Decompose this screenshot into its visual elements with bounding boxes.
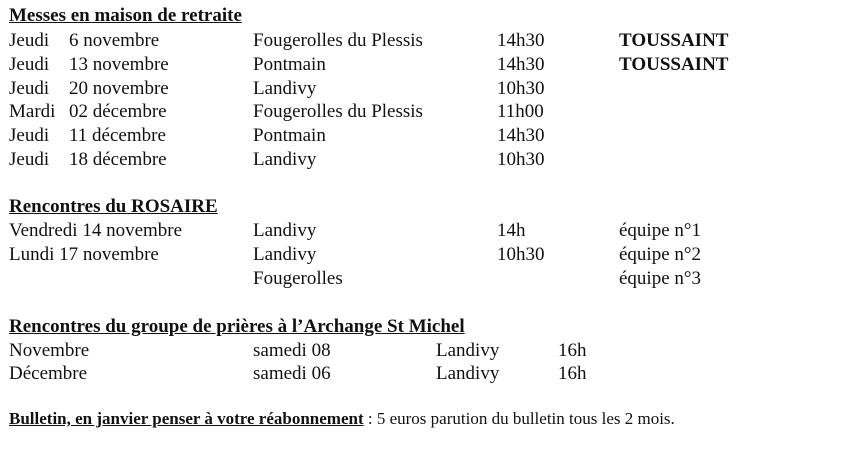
section-title-prieres: Rencontres du groupe de prières à l’Archange St Michel	[9, 316, 465, 337]
messe-place: Pontmain	[253, 125, 326, 146]
messe-place: Landivy	[253, 78, 317, 99]
messe-row	[0, 149, 847, 173]
section-title-rosaire: Rencontres du ROSAIRE	[9, 196, 218, 217]
messe-date: 11 décembre	[69, 125, 166, 146]
messe-place: Fougerolles du Plessis	[253, 101, 423, 122]
bulletin-note	[9, 409, 675, 429]
rosaire-place: Fougerolles	[253, 268, 343, 289]
prieres-time: 16h	[558, 340, 587, 361]
rosaire-team: équipe n°1	[619, 220, 701, 241]
prieres-month: Novembre	[9, 340, 90, 361]
messe-row	[0, 101, 847, 125]
messe-date: 02 décembre	[69, 101, 167, 122]
prieres-date: samedi 08	[253, 340, 331, 361]
rosaire-when: Vendredi 14 novembre	[9, 220, 183, 241]
messe-day: Jeudi	[9, 54, 50, 75]
prieres-row	[0, 340, 847, 364]
messe-day: Jeudi	[9, 149, 50, 170]
messe-row	[0, 125, 847, 149]
messe-row	[0, 30, 847, 54]
messe-time: 14h30	[497, 30, 545, 51]
prieres-time: 16h	[558, 363, 587, 384]
rosaire-row	[0, 220, 847, 244]
messe-day: Jeudi	[9, 125, 50, 146]
prieres-month: Décembre	[9, 363, 88, 384]
messe-place: Fougerolles du Plessis	[253, 30, 423, 51]
rosaire-team: équipe n°2	[619, 244, 701, 265]
rosaire-row	[0, 268, 847, 292]
messe-place: Pontmain	[253, 54, 326, 75]
messe-date: 20 novembre	[69, 78, 169, 99]
rosaire-place: Landivy	[253, 220, 317, 241]
messe-day: Jeudi	[9, 78, 50, 99]
section-title-messes: Messes en maison de retraite	[9, 5, 242, 26]
messe-day: Jeudi	[9, 30, 50, 51]
prieres-row	[0, 363, 847, 387]
prieres-date: samedi 06	[253, 363, 331, 384]
messe-time: 10h30	[497, 78, 545, 99]
messe-row	[0, 78, 847, 102]
messe-date: 13 novembre	[69, 54, 169, 75]
bulletin-rest: : 5 euros parution du bulletin tous les 2 mois.	[363, 409, 675, 428]
messe-note: TOUSSAINT	[619, 30, 729, 51]
messe-place: Landivy	[253, 149, 317, 170]
rosaire-time: 10h30	[497, 244, 545, 265]
messe-row	[0, 54, 847, 78]
messe-note: TOUSSAINT	[619, 54, 729, 75]
bulletin-lead: Bulletin, en janvier penser à votre réabonnement	[9, 409, 364, 428]
messe-date: 6 novembre	[69, 30, 160, 51]
rosaire-when: Lundi 17 novembre	[9, 244, 159, 265]
messe-time: 11h00	[497, 101, 544, 122]
rosaire-place: Landivy	[253, 244, 317, 265]
rosaire-time: 14h	[497, 220, 526, 241]
messe-date: 18 décembre	[69, 149, 167, 170]
messe-time: 14h30	[497, 125, 545, 146]
messe-time: 10h30	[497, 149, 545, 170]
rosaire-team: équipe n°3	[619, 268, 701, 289]
messe-time: 14h30	[497, 54, 545, 75]
messe-day: Mardi	[9, 101, 56, 122]
prieres-place: Landivy	[436, 340, 500, 361]
rosaire-row	[0, 244, 847, 268]
prieres-place: Landivy	[436, 363, 500, 384]
